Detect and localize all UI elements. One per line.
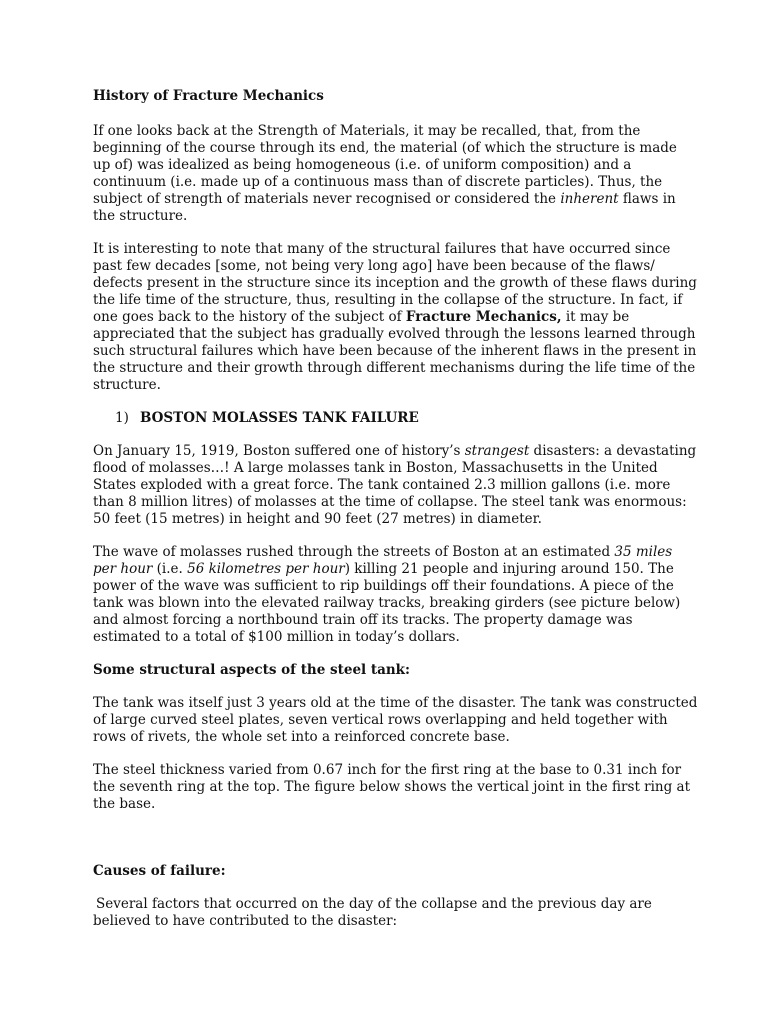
- section-number: 1): [115, 410, 129, 426]
- intro-p2-text-a: It is interesting to note that many of the structural failures that have occurred since past few decades [some, not being very long ago] have been because of the flaws/ defects present in the structure since its inception and the growth of these flaws during the life time of the structure, thus, resulting in the collapse of the structure. In fact, if one goes back to the history of the subject of: [93, 241, 697, 325]
- structural-paragraph-2: The steel thickness varied from 0.67 inch for the first ring at the base to 0.31 inch for the seventh ring at the top. The figure below shows the vertical joint in the first ring at the base.: [93, 762, 691, 812]
- structural-aspects-heading: Some structural aspects of the steel tank:: [93, 662, 411, 678]
- structural-paragraph-1: The tank was itself just 3 years old at the time of the disaster. The tank was constructed of large curved steel plates, seven vertical rows overlapping and held together with rows of rivets, the whole set into a reinforced concrete base.: [93, 695, 698, 745]
- intro-p1-text-a: If one looks back at the Strength of Materials, it may be recalled, that, from the beginning of the course through its end, the material (of which the structure is made up of) was idealized as being homogeneous (i.e. of uniform composition) and a continuum (i.e. made up of a continuous mass than of discrete particles). Thus, the subject of strength of materials never recognised or considered the: [93, 123, 677, 207]
- causes-heading: Causes of failure:: [93, 863, 226, 879]
- intro-p2-strong: Fracture Mechanics,: [405, 309, 562, 325]
- boston-p2-emphasis-1: 35 miles per hour: [93, 544, 673, 577]
- boston-p2-emphasis-2: 56 kilometres per hour: [187, 561, 345, 577]
- boston-p2-text-c: ) killing 21 people and injuring around 150. The power of the wave was sufficient to rip buildings off their foundations. A piece of the tank was blown into the elevated railway tracks, breaking girders (see picture below) and almost forcing a northbound train off its tracks. The property damage was estimated to a total of $100 million in today’s dollars.: [93, 561, 681, 645]
- intro-p1-emphasis: inherent: [560, 191, 619, 207]
- intro-p1-text-b: flaws in the structure.: [93, 191, 676, 224]
- section-heading-boston: [93, 410, 698, 427]
- section-title: BOSTON MOLASSES TANK FAILURE: [140, 410, 419, 426]
- boston-p2-text-b: (i.e.: [152, 561, 188, 577]
- boston-p1-text-a: On January 15, 1919, Boston suffered one of history’s: [93, 443, 465, 459]
- document-title: History of Fracture Mechanics: [93, 88, 324, 104]
- boston-p1-emphasis: strangest: [464, 443, 530, 459]
- intro-p2-text-b: it may be appreciated that the subject has gradually evolved through the lessons learned through such structural failures which have been because of the inherent flaws in the present in the structure and their growth through different mechanisms during the life time of the structure.: [93, 309, 697, 393]
- boston-paragraph-2: [93, 544, 698, 646]
- boston-paragraph-1: [93, 443, 698, 528]
- figure-gap: [93, 829, 698, 863]
- boston-p2-text-a: The wave of molasses rushed through the streets of Boston at an estimated: [93, 544, 615, 560]
- causes-paragraph-1: Several factors that occurred on the day of the collapse and the previous day are believed to have contributed to the disaster:: [93, 896, 652, 929]
- boston-p1-text-b: disasters: a devastating flood of molasses…! A large molasses tank in Boston, Massachusetts in the United States exploded with a great force. The tank contained 2.3 million gallons (i.e. more than 8 million litres) of molasses at the time of collapse. The steel tank was enormous: 50 feet (15 metres) in height and 90 feet (27 metres) in diameter.: [93, 443, 697, 527]
- intro-paragraph-1: [93, 123, 698, 225]
- intro-paragraph-2: [93, 241, 698, 394]
